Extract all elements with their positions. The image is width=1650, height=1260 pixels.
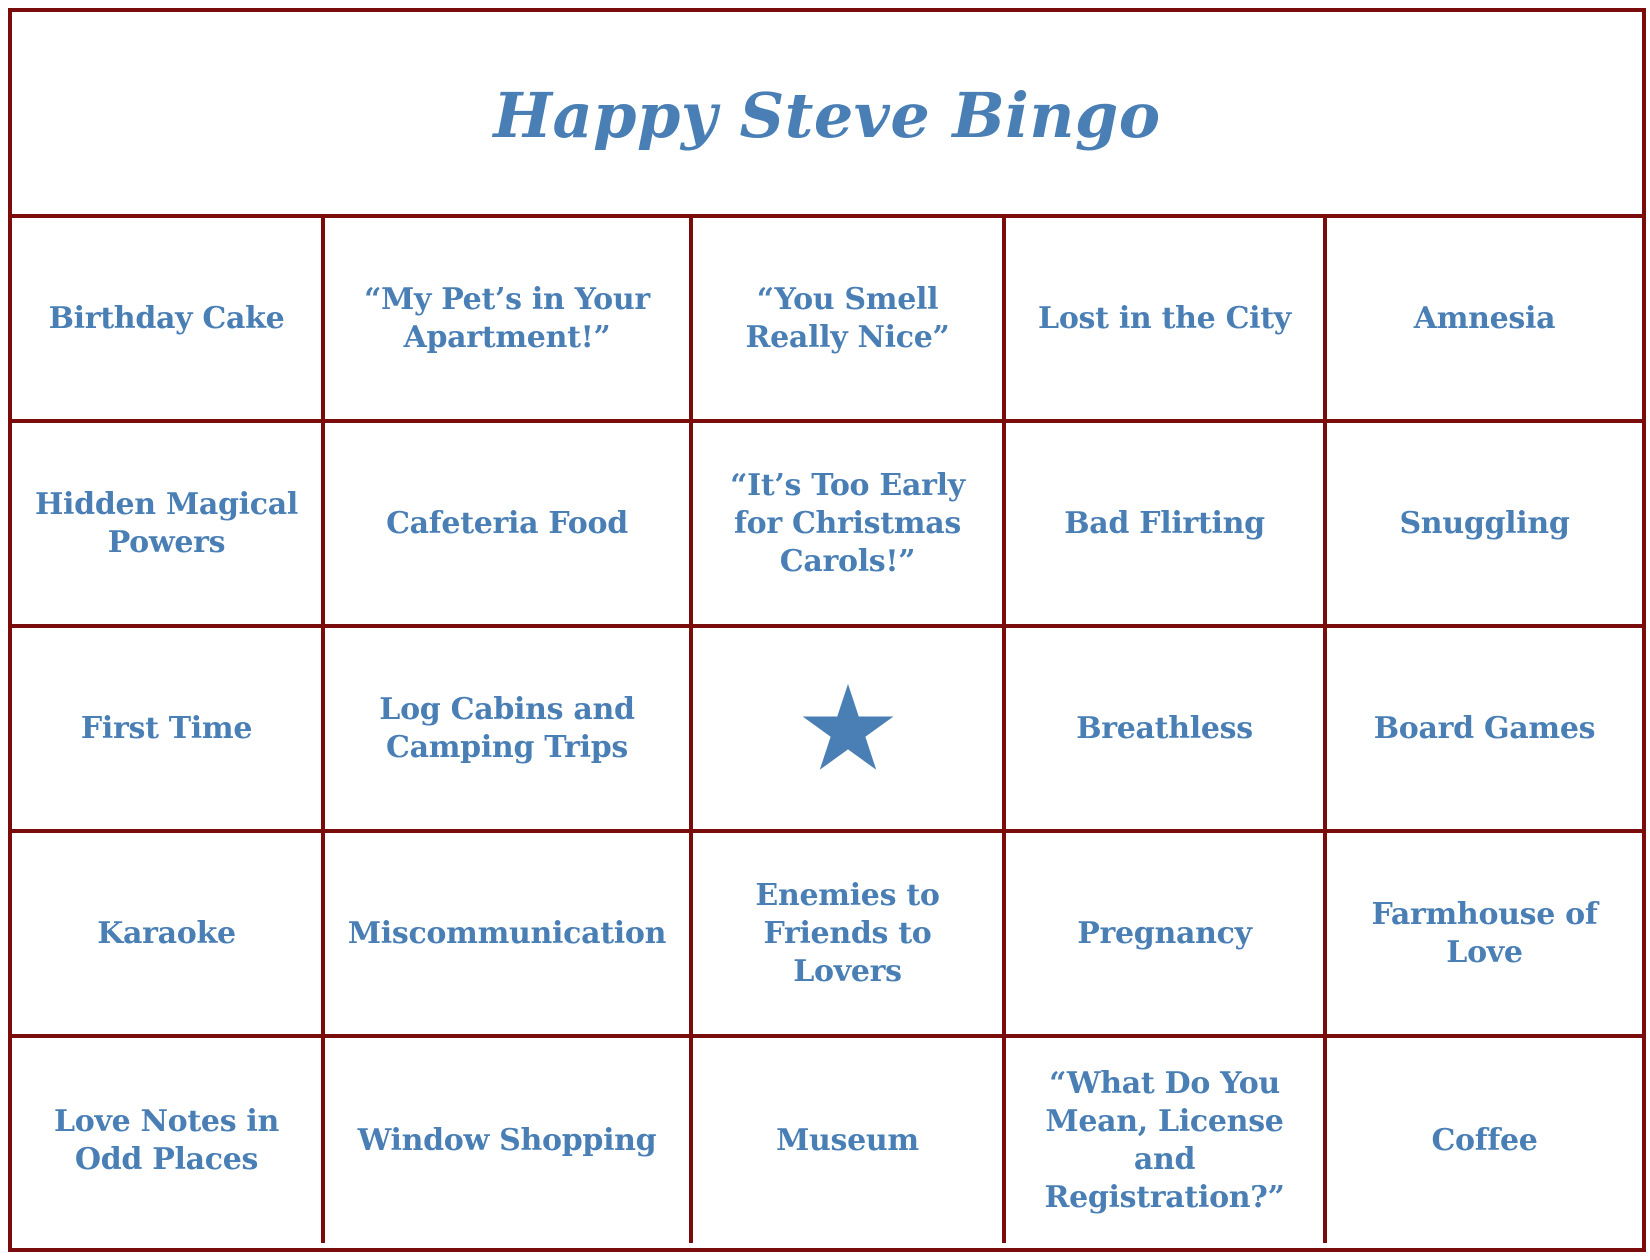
bingo-square[interactable] [325,628,693,833]
square-label: Enemies to Friends to Lovers [755,877,940,989]
square-label: First Time [80,710,253,746]
square-label: Hidden Magical Powers [35,486,298,560]
title-bar [12,12,1642,218]
bingo-square[interactable] [1006,1038,1327,1243]
square-label: Amnesia [1413,300,1556,336]
square-label: Snuggling [1399,505,1570,541]
square-label: “You Smell Really Nice” [745,281,950,355]
square-label: Log Cabins and Camping Trips [379,691,635,765]
square-label: Miscommunication [347,915,667,951]
bingo-square[interactable] [12,833,325,1038]
square-label: Farmhouse of Love [1371,896,1598,970]
bingo-square[interactable] [693,1038,1006,1243]
square-label: Coffee [1431,1122,1538,1158]
bingo-square[interactable] [12,218,325,423]
bingo-card [8,8,1646,1252]
square-label: Bad Flirting [1064,505,1265,541]
bingo-square[interactable] [325,833,693,1038]
bingo-square[interactable] [1327,1038,1642,1243]
bingo-square[interactable] [693,423,1006,628]
bingo-square[interactable] [325,1038,693,1243]
bingo-square[interactable] [1006,218,1327,423]
bingo-square[interactable] [1327,833,1642,1038]
square-label: Karaoke [97,915,236,951]
bingo-square[interactable] [1327,423,1642,628]
square-label: “It’s Too Early for Christmas Carols!” [730,467,965,579]
square-label: Cafeteria Food [386,505,628,541]
square-label: Museum [776,1122,919,1158]
bingo-square[interactable] [1006,423,1327,628]
square-label: Board Games [1373,710,1596,746]
bingo-square[interactable] [1006,833,1327,1038]
square-label: Window Shopping [357,1122,657,1158]
square-label: Breathless [1076,710,1253,746]
bingo-square[interactable] [1327,628,1642,833]
bingo-square[interactable] [325,423,693,628]
square-label: Love Notes in Odd Places [53,1103,280,1177]
square-label: “What Do You Mean, License and Registration?” [1044,1065,1285,1215]
bingo-square[interactable] [12,423,325,628]
square-label: “My Pet’s in Your Apartment!” [364,281,650,355]
bingo-square[interactable] [693,833,1006,1038]
bingo-square[interactable] [693,218,1006,423]
free-space-square[interactable] [693,628,1006,833]
bingo-square[interactable] [12,628,325,833]
bingo-square[interactable] [325,218,693,423]
star-icon [800,681,896,777]
bingo-square[interactable] [1006,628,1327,833]
bingo-square[interactable] [1327,218,1642,423]
square-label: Birthday Cake [48,300,285,336]
page-title: Happy Steve Bingo [493,78,1161,152]
square-label: Pregnancy [1077,915,1252,951]
bingo-square[interactable] [12,1038,325,1243]
square-label: Lost in the City [1038,300,1291,336]
